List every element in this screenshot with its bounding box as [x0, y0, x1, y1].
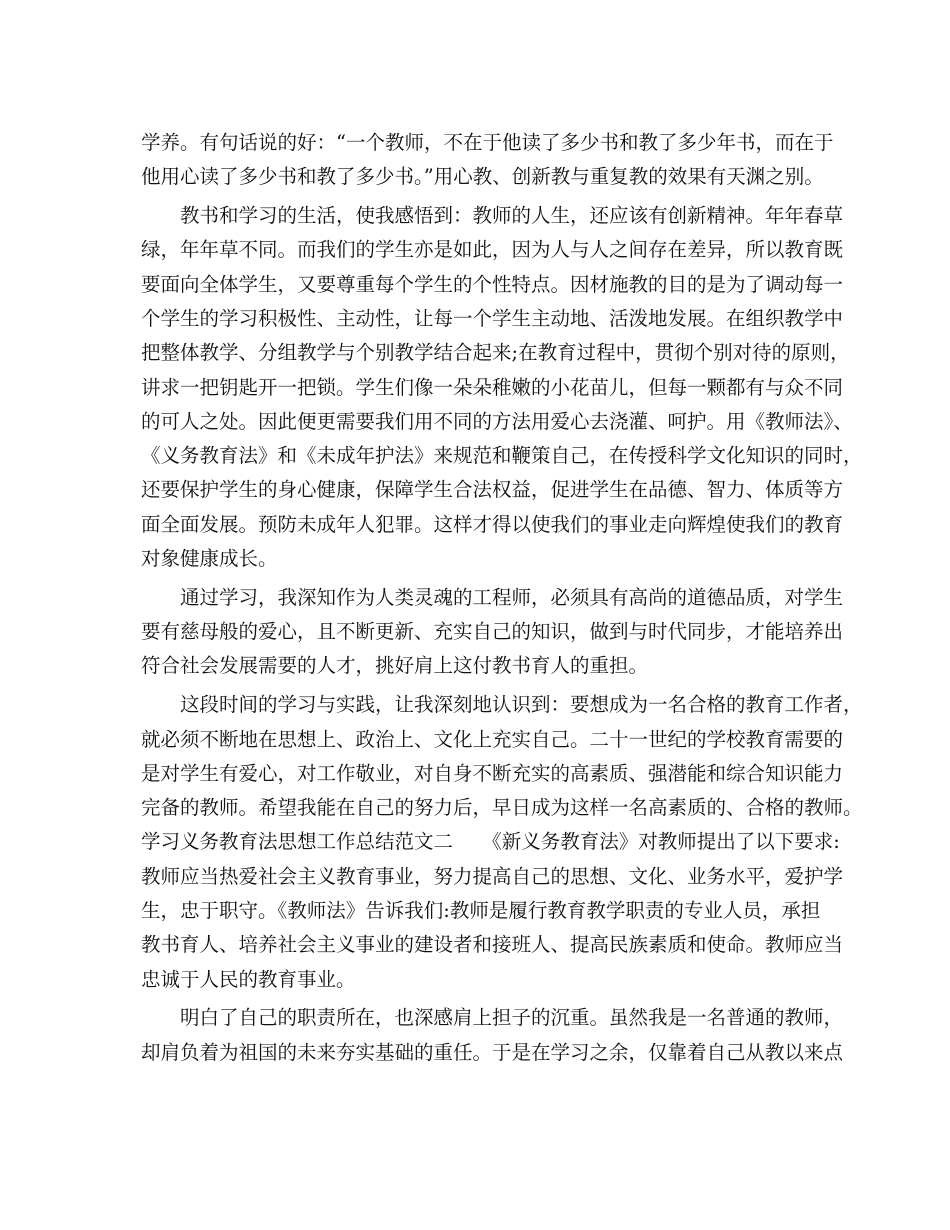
text-line: 教书育人、培养社会主义事业的建设者和接班人、提高民族素质和使命。教师应当 — [141, 933, 844, 957]
text-line: 要面向全体学生，又要尊重每个学生的个性特点。因材施教的目的是为了调动每一 — [141, 272, 844, 296]
text-line: 符合社会发展需要的人才，挑好肩上这付教书育人的重担。 — [141, 654, 649, 678]
document-body — [141, 126, 863, 1070]
paragraph — [141, 688, 863, 997]
paragraph — [141, 126, 834, 195]
text-line: 讲求一把钥匙开一把锁。学生们像一朵朵稚嫩的小花苗儿，但每一颗都有与众不同 — [141, 375, 844, 399]
text-line: 面全面发展。预防未成年人犯罪。这样才得以使我们的事业走向辉煌使我们的教育 — [141, 512, 844, 536]
text-line: 学养。有句话说的好：“一个教师，不在于他读了多少书和教了多少年书，而在于 — [141, 131, 834, 154]
text-line: 把整体教学、分组教学与个别教学结合起来;在教育过程中，贯彻个别对待的原则， — [141, 341, 850, 365]
text-line: 还要保护学生的身心健康，保障学生合法权益，促进学生在品德、智力、体质等方 — [141, 478, 844, 502]
text-line: 完备的教师。希望我能在自己的努力后，早日成为这样一名高素质的、合格的教师。 — [141, 796, 863, 820]
paragraph — [141, 1001, 844, 1070]
text-line: 是对学生有爱心，对工作敬业，对自身不断充实的高素质、强潜能和综合知识能力 — [141, 761, 844, 785]
text-line: 教书和学习的生活，使我感悟到：教师的人生，还应该有创新精神。年年春草 — [141, 204, 844, 228]
paragraph — [141, 581, 844, 684]
text-line: 这段时间的学习与实践，让我深刻地认识到：要想成为一名合格的教育工作者， — [141, 693, 863, 717]
text-line: 他用心读了多少书和教了多少书。”用心教、创新教与重复教的效果有天渊之别。 — [141, 165, 824, 189]
text-line: 却肩负着为祖国的未来夯实基础的重任。于是在学习之余，仅靠着自己从教以来点 — [141, 1040, 844, 1064]
paragraph — [141, 199, 863, 576]
text-line: 忠诚于人民的教育事业。 — [141, 967, 356, 991]
text-line: 个学生的学习积极性、主动性，让每一个学生主动地、活泼地发展。在组织教学中 — [141, 306, 844, 330]
text-line: 绿，年年草不同。而我们的学生亦是如此，因为人与人之间存在差异，所以教育既 — [141, 238, 844, 262]
text-line: 教师应当热爱社会主义教育事业，努力提高自己的思想、文化、业务水平，爱护学 — [141, 864, 844, 888]
text-line: 通过学习，我深知作为人类灵魂的工程师，必须具有高尚的道德品质，对学生 — [141, 585, 844, 609]
text-line: 学习义务教育法思想工作总结范文二 《新义务教育法》对教师提出了以下要求: — [141, 830, 840, 854]
text-line: 要有慈母般的爱心，且不断更新、充实自己的知识，做到与时代同步，才能培养出 — [141, 620, 844, 644]
text-line: 就必须不断地在思想上、政治上、文化上充实自己。二十一世纪的学校教育需要的 — [141, 727, 844, 751]
text-line: 《义务教育法》和《未成年护法》来规范和鞭策自己，在传授科学文化知识的同时， — [141, 444, 863, 468]
text-line: 明白了自己的职责所在，也深感肩上担子的沉重。虽然我是一名普通的教师， — [141, 1006, 844, 1030]
text-line: 对象健康成长。 — [141, 547, 278, 571]
text-line: 的可人之处。因此便更需要我们用不同的方法用爱心去浇灌、呵护。用《教师法》、 — [141, 409, 853, 433]
text-line: 生，忠于职守。《教师法》告诉我们:教师是履行教育教学职责的专业人员，承担 — [141, 899, 821, 923]
